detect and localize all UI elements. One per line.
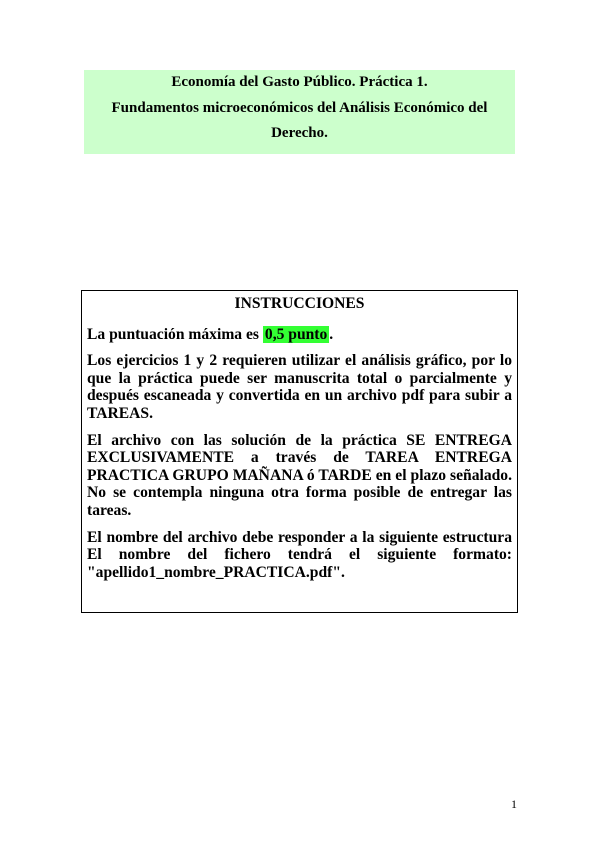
- page-number: 1: [511, 797, 517, 811]
- filename-paragraph: El nombre del archivo debe responder a la siguiente estructura El nombre del fichero tendrá el siguiente formato: "apellido1_nombre_PRACTICA.pdf".: [87, 528, 512, 581]
- delivery-paragraph: El archivo con las solución de la práctica SE ENTREGA EXCLUSIVAMENTE a través de TAREA ENTREGA PRACTICA GRUPO MAÑANA ó TARDE en el plazo señalado. No se contempla ninguna otra forma posible de entregar las tareas.: [87, 431, 512, 519]
- title-line-1: Economía del Gasto Público. Práctica 1.: [171, 74, 428, 90]
- document-title-box: [84, 70, 515, 154]
- instructions-box: [81, 290, 518, 613]
- score-paragraph: [87, 326, 512, 344]
- score-prefix: La puntuación máxima es: [87, 325, 263, 343]
- title-line-3: Derecho.: [271, 125, 328, 141]
- instructions-heading: INSTRUCCIONES: [234, 295, 365, 312]
- title-line-2: Fundamentos microeconómicos del Análisis Económico del: [111, 99, 488, 116]
- score-value-highlight: 0,5 punto: [264, 325, 328, 343]
- graphic-analysis-paragraph: Los ejercicios 1 y 2 requieren utilizar el análisis gráfico, por lo que la práctica puede ser manuscrita total o parcialmente y después escaneada y convertida en un archivo pdf para subir a TAREAS.: [87, 352, 512, 422]
- score-suffix: .: [329, 325, 334, 343]
